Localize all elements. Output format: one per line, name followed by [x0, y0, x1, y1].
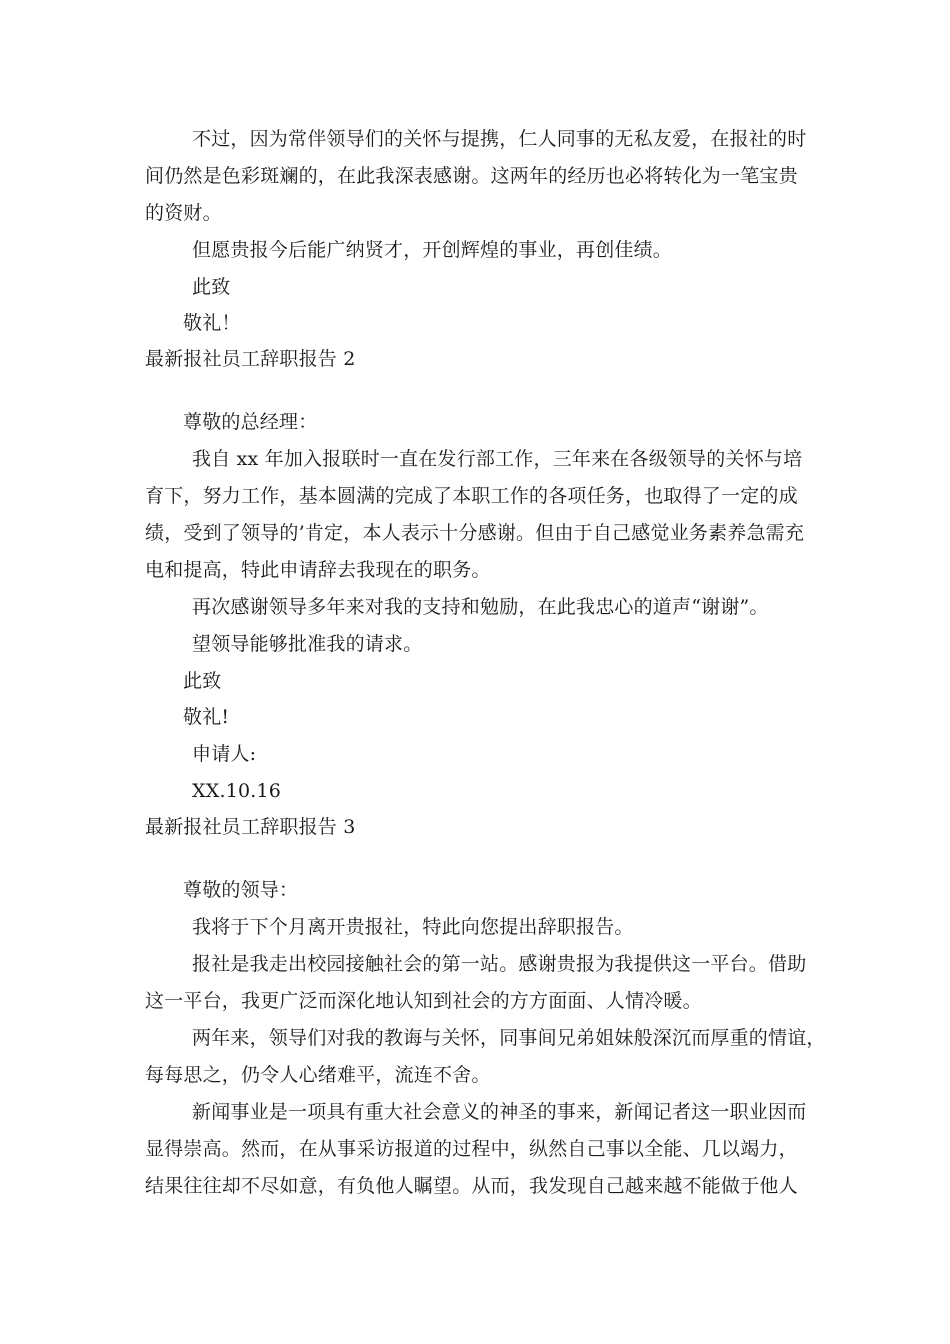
section-heading: 最新报社员工辞职报告 3: [145, 816, 356, 838]
paragraph-line: 我自 xx 年加入报联时一直在发行部工作，三年来在各级领导的关怀与培: [192, 448, 803, 470]
closing-line: 此致: [183, 670, 222, 692]
salutation-line: 敬礼！: [183, 312, 241, 334]
paragraph-line: 再次感谢领导多年来对我的支持和勉励，在此我忠心的道声“谢谢”。: [192, 596, 769, 618]
paragraph-line: 每每思之，仍令人心绪难平，流连不舍。: [145, 1064, 491, 1086]
paragraph-line: 电和提高，特此申请辞去我现在的职务。: [145, 559, 491, 581]
paragraph-line: 绩，受到了领导的’肯定，本人表示十分感谢。但由于自己感觉业务素养急需充: [145, 522, 805, 544]
closing-line: 此致: [192, 276, 231, 298]
paragraph-line: 但愿贵报今后能广纳贤才，开创辉煌的事业，再创佳绩。: [192, 239, 673, 261]
paragraph-line: 显得崇高。然而，在从事采访报道的过程中，纵然自己事以全能、几以竭力，: [145, 1138, 798, 1160]
paragraph-line: 我将于下个月离开贵报社，特此向您提出辞职报告。: [192, 916, 634, 938]
date-line: XX.10.16: [192, 780, 282, 802]
paragraph-line: 间仍然是色彩斑斓的，在此我深表感谢。这两年的经历也必将转化为一笔宝贵: [145, 165, 798, 187]
section-heading: 最新报社员工辞职报告 2: [145, 348, 356, 370]
salutation-line: 敬礼!: [183, 706, 230, 728]
signature-line: 申请人:: [192, 743, 257, 765]
paragraph-line: 望领导能够批准我的请求。: [192, 633, 423, 655]
paragraph-line: 结果往往却不尽如意，有负他人瞩望。从而，我发现自己越来越不能做于他人: [145, 1175, 798, 1197]
paragraph-line: 育下，努力工作，基本圆满的完成了本职工作的各项任务，也取得了一定的成: [145, 485, 798, 507]
paragraph-line: 报社是我走出校园接触社会的第一站。感谢贵报为我提供这一平台。借助: [192, 953, 807, 975]
addressee-line: 尊敬的总经理：: [183, 411, 318, 433]
paragraph-line: 不过，因为常伴领导们的关怀与提携，仁人同事的无私友爱，在报社的时: [192, 128, 807, 150]
paragraph-line: 两年来，领导们对我的教诲与关怀，同事间兄弟姐妹般深沉而厚重的情谊，: [192, 1027, 826, 1049]
paragraph-line: 的资财。: [145, 202, 222, 224]
addressee-line: 尊敬的领导：: [183, 879, 299, 901]
paragraph-line: 新闻事业是一项具有重大社会意义的神圣的事来，新闻记者这一职业因而: [192, 1101, 807, 1123]
paragraph-line: 这一平台，我更广泛而深化地认知到社会的方方面面、人情冷暖。: [145, 990, 702, 1012]
